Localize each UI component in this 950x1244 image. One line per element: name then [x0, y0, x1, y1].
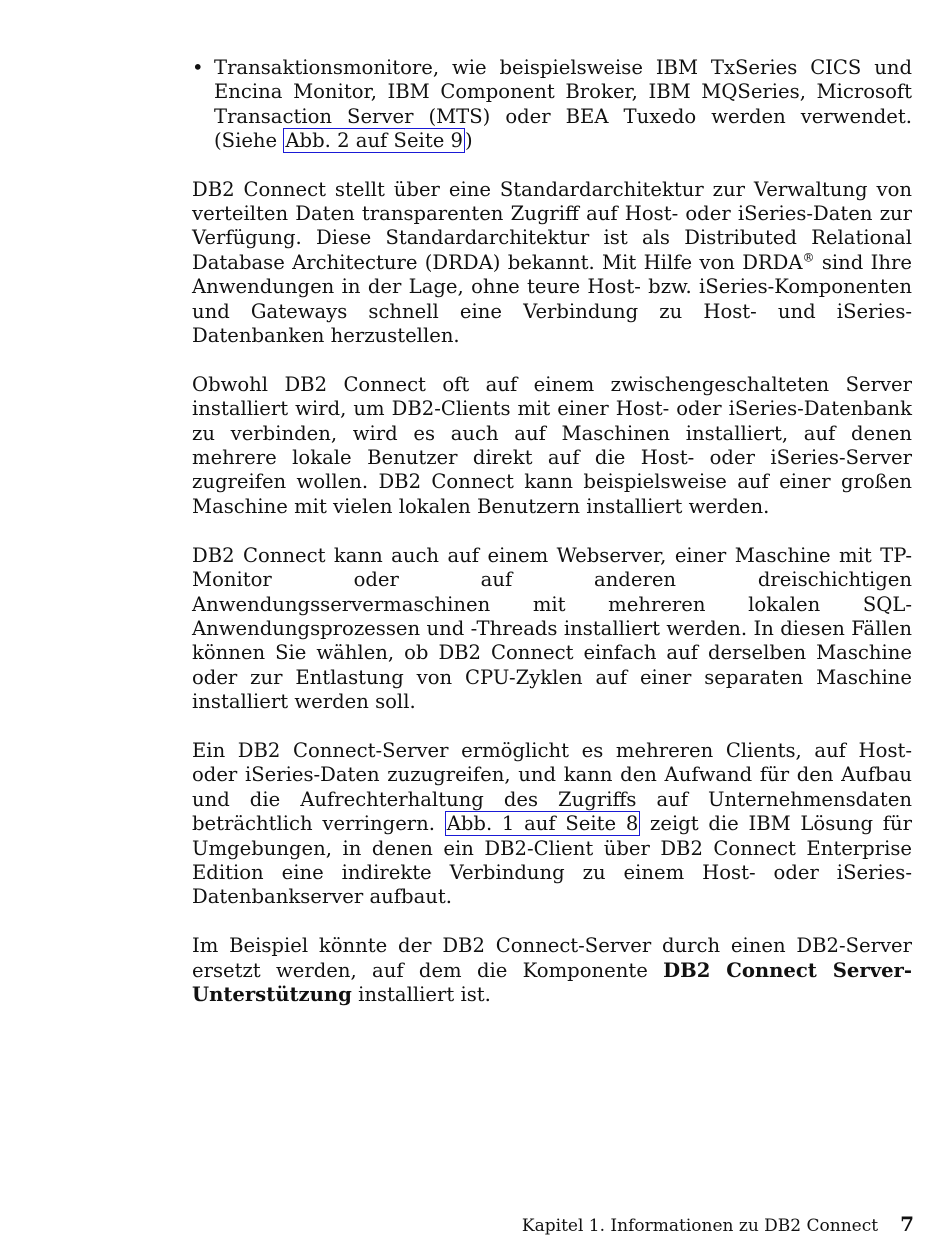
- registered-mark: ®: [802, 250, 815, 265]
- link-figure-1[interactable]: Abb. 1 auf Seite 8: [446, 812, 639, 836]
- p5-text-end: installiert ist.: [351, 982, 491, 1006]
- p1-text-end: sind Ihre Anwendungen in der Lage, ohne teure Host- bzw. iSeries-Komponenten und Gateways schnell eine Verbindung zu Host- und iSeries-Datenbanken herzustellen.: [192, 250, 912, 348]
- paragraph-connect-server: [192, 739, 912, 910]
- bullet-text: Transaktionsmonitore, wie beispielsweise IBM TxSeries CICS und Encina Monitor, IBM Component Broker, IBM MQSeries, Microsoft Transaction Server (MTS) oder BEA Tuxedo werden verwendet. (Siehe: [214, 56, 912, 153]
- list-item-transaction-monitors: [192, 56, 912, 154]
- bullet-symbol: •: [192, 56, 204, 79]
- page-body: [192, 56, 912, 1032]
- page-footer: [522, 1212, 914, 1236]
- p4-text: Ein DB2 Connect-Server ermöglicht es mehreren Clients, auf Host- oder iSeries-Daten zuzugreifen, und kann den Aufwand für den Aufbau und die Aufrechterhaltung des Zugriffs auf Unternehmensdaten beträchtlich verringern.: [192, 738, 912, 836]
- p1-text: DB2 Connect stellt über eine Standardarchitektur zur Verwaltung von verteilten Daten transparenten Zugriff auf Host- oder iSeries-Daten zur Verfügung. Diese Standardarchitektur ist als Distributed Relational Database Architecture (DRDA) bekannt. Mit Hilfe von DRDA: [192, 177, 912, 274]
- page-number: 7: [900, 1212, 914, 1236]
- paragraph-example: [192, 934, 912, 1007]
- chapter-title: Kapitel 1. Informationen zu DB2 Connect: [521, 1216, 879, 1236]
- paragraph-webserver: DB2 Connect kann auch auf einem Webserver, einer Maschine mit TP-Monitor oder auf anderen dreischichtigen Anwendungsservermaschinen mit mehreren lokalen SQL-Anwendungsprozessen und -Threads installiert werden. In diesen Fällen können Sie wählen, ob DB2 Connect einfach auf derselben Maschine oder zur Entlastung von CPU-Zyklen auf einer separaten Maschine installiert werden soll.: [192, 543, 912, 714]
- link-figure-2[interactable]: Abb. 2 auf Seite 9: [285, 129, 463, 153]
- paragraph-drda: [192, 178, 912, 349]
- paragraph-intermediate-server: Obwohl DB2 Connect oft auf einem zwischengeschalteten Server installiert wird, um DB2-Clients mit einer Host- oder iSeries-Datenbank zu verbinden, wird es auch auf Maschinen installiert, auf denen mehrere lokale Benutzer direkt auf die Host- oder iSeries-Server zugreifen wollen. DB2 Connect kann beispielsweise auf einer großen Maschine mit vielen lokalen Benutzern installiert werden.: [192, 372, 912, 518]
- p5-text: Im Beispiel könnte der DB2 Connect-Server durch einen DB2-Server ersetzt werden, auf dem die Komponente: [192, 934, 912, 982]
- bullet-text-end: ): [465, 129, 473, 153]
- p4-text-end: zeigt die IBM Lösung für Umgebungen, in denen ein DB2-Client über DB2 Connect Enterprise Edition eine indirekte Verbindung zu einem Host- oder iSeries-Datenbankserver aufbaut.: [192, 812, 912, 909]
- component-name: DB2 Connect Server-Unterstützung: [192, 958, 913, 1006]
